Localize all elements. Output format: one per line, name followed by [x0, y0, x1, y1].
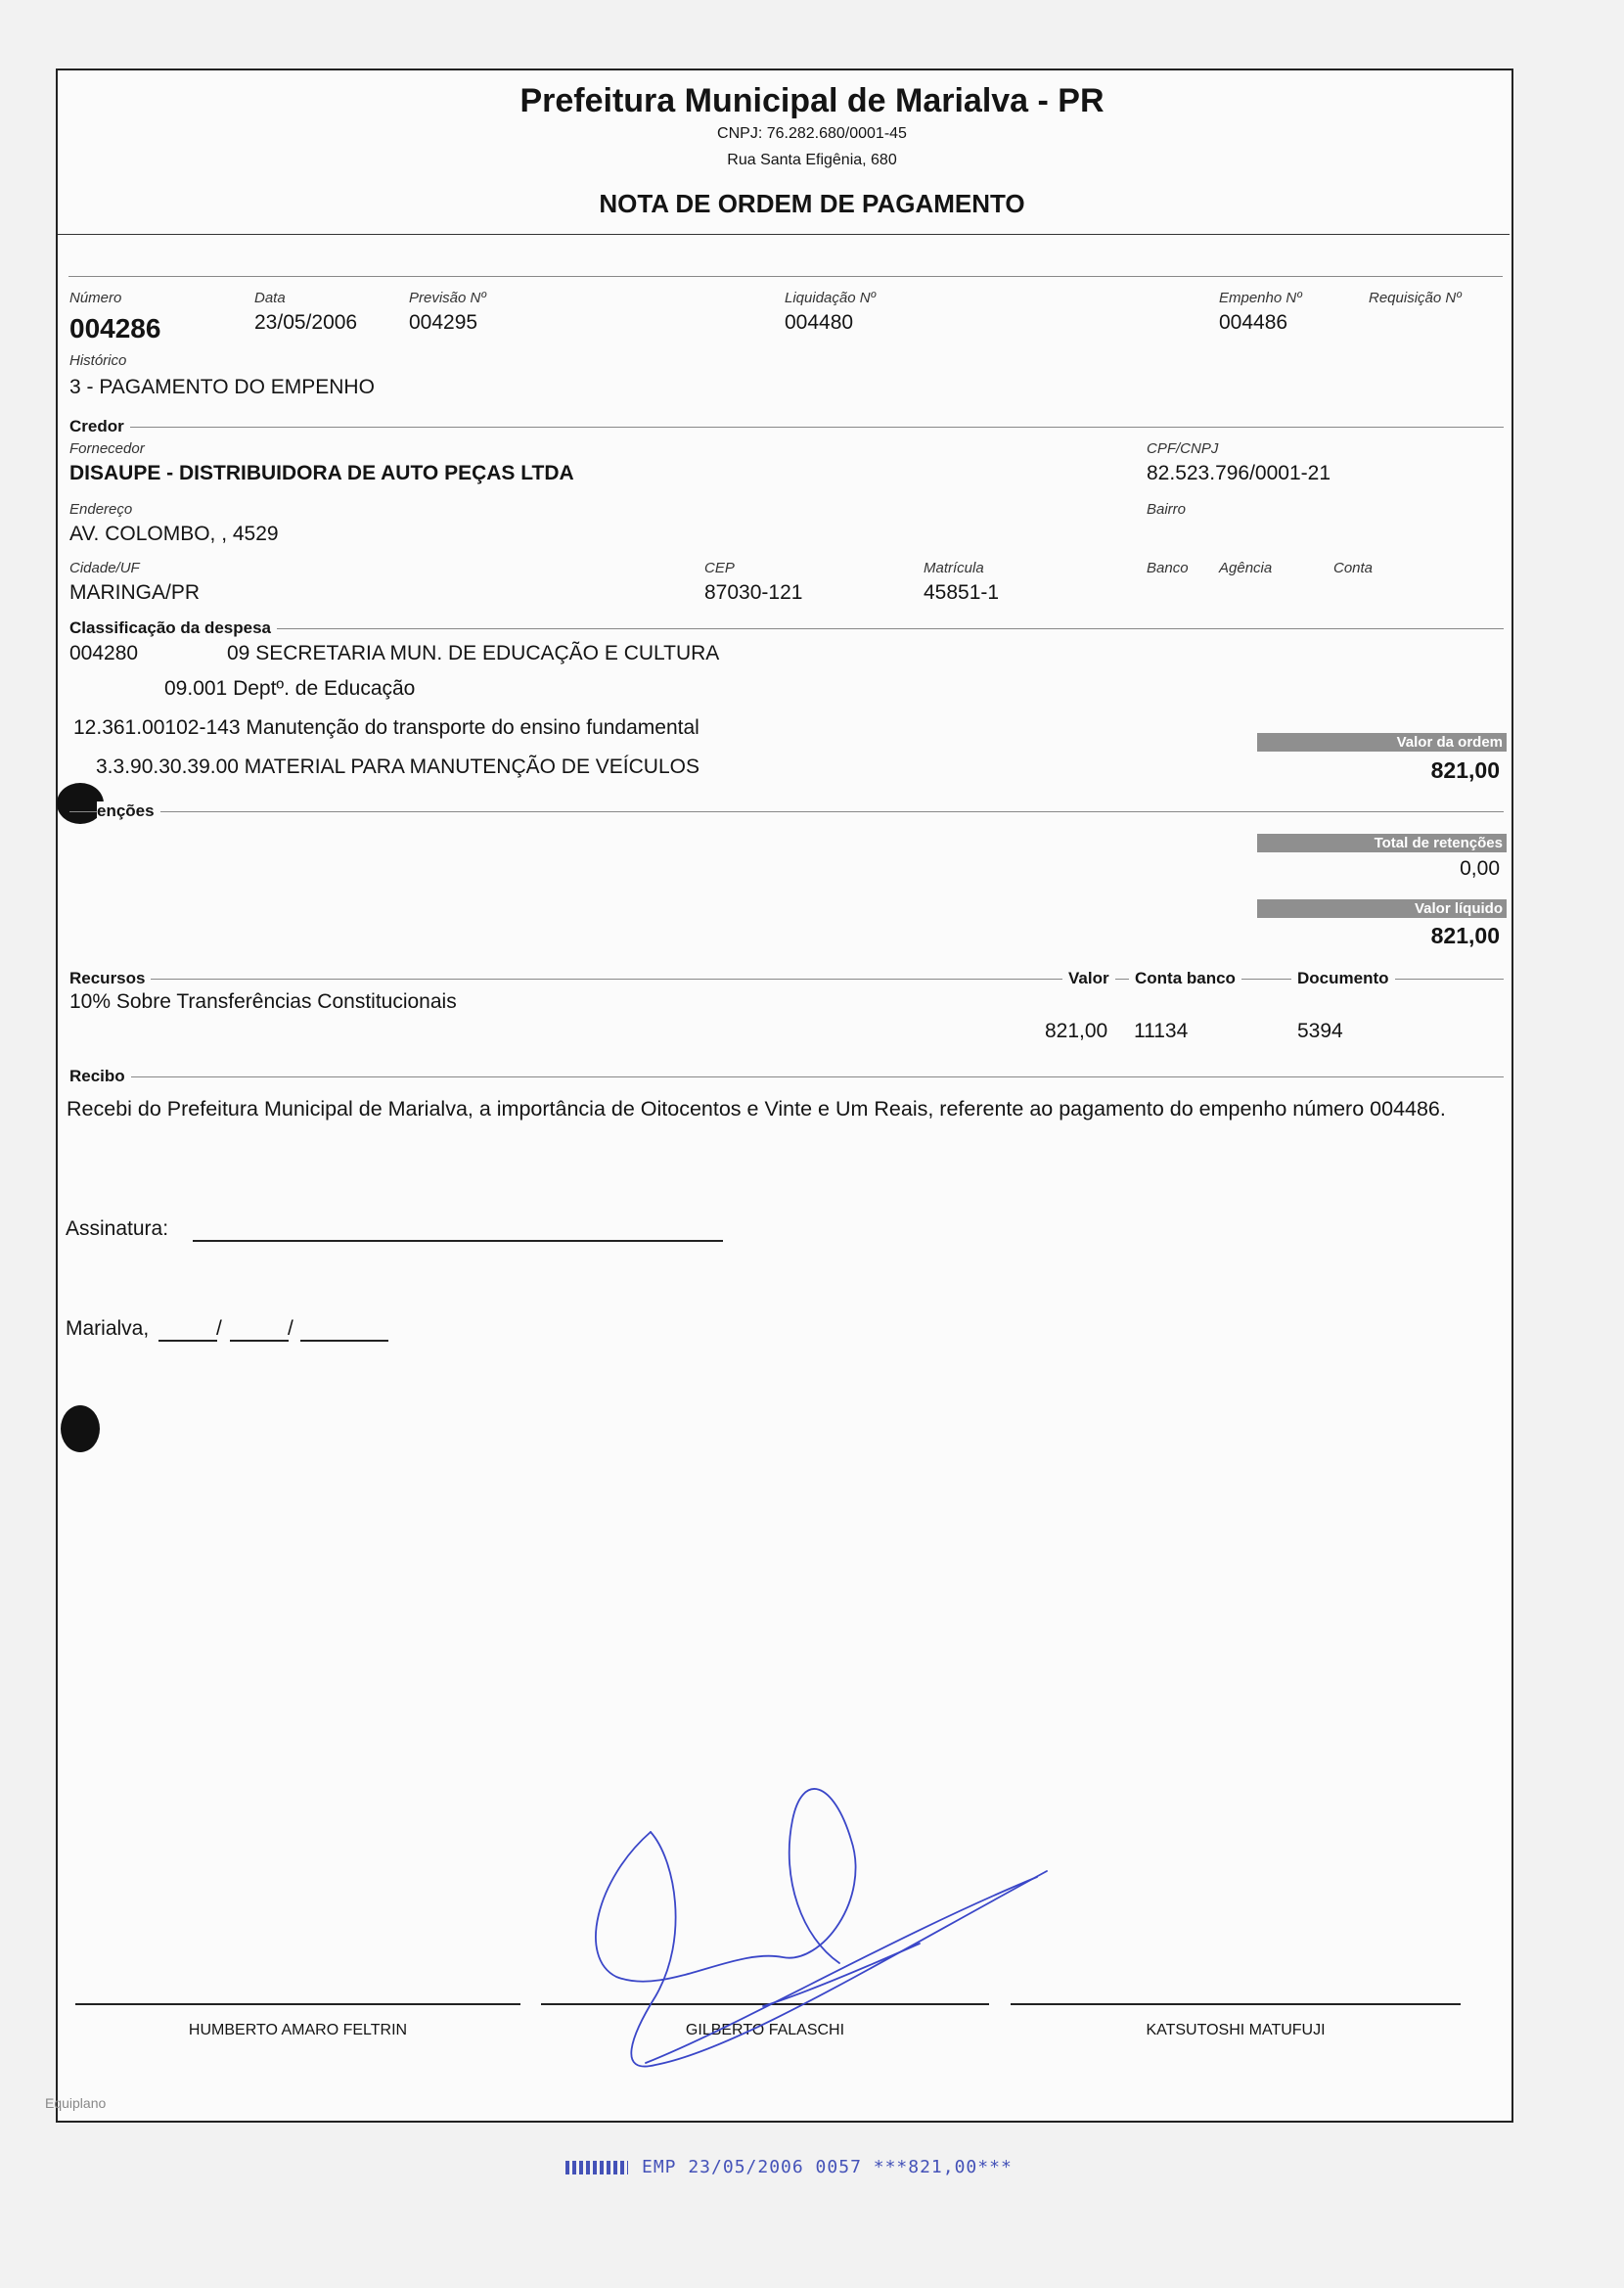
data-label: Data [254, 290, 286, 306]
total-retencoes-label: Total de retenções [1257, 834, 1507, 852]
recursos-valor-label: Valor [1062, 969, 1115, 988]
classificacao-section-label: Classificação da despesa [69, 618, 277, 638]
assinatura-label: Assinatura: [66, 1217, 169, 1240]
banco-label: Banco [1147, 560, 1189, 576]
cidade-value: MARINGA/PR [69, 581, 201, 604]
bairro-label: Bairro [1147, 501, 1187, 518]
signature-line-1 [75, 2003, 520, 2005]
historico-label: Histórico [69, 352, 127, 369]
historico-value: 3 - PAGAMENTO DO EMPENHO [69, 376, 375, 398]
header-address: Rua Santa Efigênia, 680 [727, 152, 897, 168]
fornecedor-label: Fornecedor [69, 440, 145, 457]
classificacao-divider [69, 628, 1504, 629]
liquidacao-label: Liquidação Nº [785, 290, 877, 306]
local-data-label: Marialva, [66, 1317, 150, 1340]
recursos-conta-label: Conta banco [1129, 969, 1241, 988]
valor-ordem-label: Valor da ordem [1257, 733, 1507, 752]
valor-liquido-label: Valor líquido [1257, 899, 1507, 918]
cep-label: CEP [704, 560, 735, 576]
top-divider [68, 276, 1503, 277]
elemento-value: 3.3.90.30.39.00 MATERIAL PARA MANUTENÇÃO DE VEÍCULOS [96, 755, 699, 778]
previsao-value: 004295 [409, 311, 478, 334]
date-slash-1: / [216, 1317, 222, 1340]
cpf-cnpj-label: CPF/CNPJ [1147, 440, 1219, 457]
recursos-divider [69, 979, 1504, 980]
punch-hole [61, 1405, 100, 1452]
classificacao-code: 004280 [69, 642, 139, 664]
empenho-label: Empenho Nº [1219, 290, 1302, 306]
numero-value: 004286 [69, 313, 161, 343]
document-header-title: Prefeitura Municipal de Marialva - PR [519, 82, 1105, 119]
valor-ordem-value: 821,00 [1430, 757, 1500, 783]
endereco-label: Endereço [69, 501, 133, 518]
secretaria-value: 09 SECRETARIA MUN. DE EDUCAÇÃO E CULTURA [227, 642, 720, 664]
cep-value: 87030-121 [704, 581, 803, 604]
programa-value: 12.361.00102-143 Manutenção do transporte do ensino fundamental [73, 716, 699, 739]
recursos-valor: 821,00 [1045, 1020, 1108, 1042]
signatory-3: KATSUTOSHI MATUFUJI [1146, 2022, 1326, 2038]
matricula-value: 45851-1 [924, 581, 1000, 604]
stamp-logo-icon [565, 2161, 628, 2174]
signatory-1: HUMBERTO AMARO FELTRIN [188, 2022, 408, 2038]
date-slash-2: / [288, 1317, 293, 1340]
agencia-label: Agência [1219, 560, 1273, 576]
retencoes-divider [69, 811, 1504, 812]
document-subtitle: NOTA DE ORDEM DE PAGAMENTO [599, 189, 1025, 218]
assinatura-line[interactable] [193, 1240, 723, 1242]
requisicao-label: Requisição Nº [1369, 290, 1462, 306]
recibo-divider [69, 1076, 1504, 1077]
bank-stamp [565, 2157, 1013, 2177]
recursos-documento-label: Documento [1291, 969, 1395, 988]
date-year-line[interactable] [300, 1340, 388, 1342]
conta-label: Conta [1333, 560, 1374, 576]
footer-brand: Equiplano [45, 2095, 107, 2111]
header-divider [58, 234, 1510, 235]
signatory-2: GILBERTO FALASCHI [685, 2022, 845, 2038]
cidade-label: Cidade/UF [69, 560, 140, 576]
endereco-value: AV. COLOMBO, , 4529 [69, 523, 279, 545]
recursos-descricao: 10% Sobre Transferências Constitucionais [69, 990, 457, 1013]
signature-line-3 [1011, 2003, 1461, 2005]
valor-liquido-value: 821,00 [1430, 923, 1500, 948]
total-retencoes-value: 0,00 [1460, 857, 1500, 880]
cpf-cnpj-value: 82.523.796/0001-21 [1147, 462, 1331, 484]
fornecedor-value: DISAUPE - DISTRIBUIDORA DE AUTO PEÇAS LTDA [69, 462, 574, 484]
handwritten-signature [577, 1771, 1066, 2094]
previsao-label: Previsão Nº [409, 290, 486, 306]
credor-divider [69, 427, 1504, 428]
retencoes-section-label: enções [97, 801, 160, 821]
matricula-label: Matrícula [924, 560, 984, 576]
numero-label: Número [69, 290, 122, 306]
credor-section-label: Credor [69, 417, 130, 436]
recibo-text: Recebi do Prefeitura Municipal de Marialva, a importância de Oitocentos e Vinte e Um Reais, referente ao pagamento do empenho número 004486. [67, 1097, 1446, 1121]
recursos-documento: 5394 [1297, 1020, 1343, 1042]
date-day-line[interactable] [158, 1340, 217, 1342]
empenho-value: 004486 [1219, 311, 1288, 334]
bank-stamp-text: EMP 23/05/2006 0057 ***821,00*** [642, 2157, 1013, 2177]
liquidacao-value: 004480 [785, 311, 854, 334]
recursos-conta: 11134 [1134, 1020, 1189, 1042]
header-cnpj: CNPJ: 76.282.680/0001-45 [717, 125, 907, 142]
data-value: 23/05/2006 [254, 311, 358, 334]
departamento-value: 09.001 Deptº. de Educação [164, 677, 416, 700]
recursos-section-label: Recursos [69, 969, 151, 988]
date-month-line[interactable] [230, 1340, 289, 1342]
recibo-section-label: Recibo [69, 1067, 131, 1086]
